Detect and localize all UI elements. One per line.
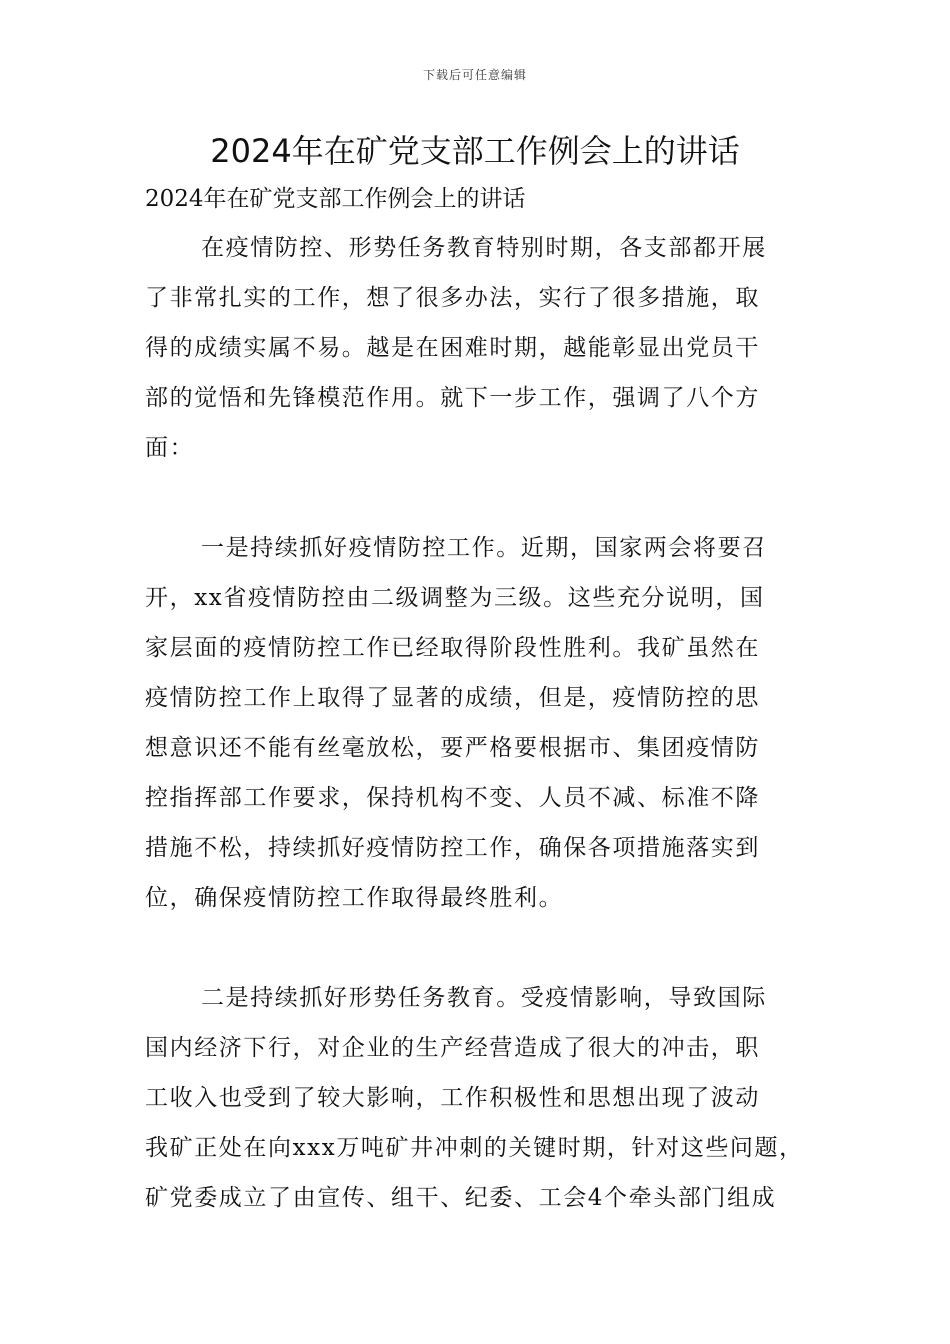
text-line: 国内经济下行，对企业的生产经营造成了很大的冲击，职 [145,1035,760,1061]
text-line: 工收入也受到了较大影响，工作积极性和思想出现了波动 [145,1085,760,1111]
paragraph-two [145,983,815,1233]
text-line: 想意识还不能有丝毫放松，要严格要根据市、集团疫情防 [145,735,760,761]
text-line: 措施不松，持续抓好疫情防控工作，确保各项措施落实到 [145,835,760,861]
text-line: 了非常扎实的工作，想了很多办法，实行了很多措施，取 [145,285,760,311]
document-subtitle: 2024年在矿党支部工作例会上的讲话 [145,186,526,212]
text-line: 得的成绩实属不易。越是在困难时期，越能彰显出党员干 [145,335,760,361]
document-title: 2024年在矿党支部工作例会上的讲话 [210,132,740,170]
text-line: 部的觉悟和先锋模范作用。就下一步工作，强调了八个方 [145,385,760,411]
text-line: 在疫情防控、形势任务教育特别时期，各支部都开展 [201,235,767,261]
header-note: 下载后可任意编辑 [422,68,527,82]
text-line: 矿党委成立了由宣传、组干、纪委、工会4个牵头部门组成 [145,1185,777,1211]
text-line: 一是持续抓好疫情防控工作。近期，国家两会将要召 [201,535,767,561]
paragraph-one [145,533,815,933]
text-line: 家层面的疫情防控工作已经取得阶段性胜利。我矿虽然在 [145,635,760,661]
text-line: 控指挥部工作要求，保持机构不变、人员不减、标准不降 [145,785,760,811]
text-line: 疫情防控工作上取得了显著的成绩，但是，疫情防控的思 [145,685,760,711]
text-line: 我矿正处在向xxx万吨矿井冲刺的关键时期，针对这些问题， [145,1135,804,1161]
text-line: 面： [145,435,195,461]
text-line: 二是持续抓好形势任务教育。受疫情影响，导致国际 [201,985,767,1011]
text-line: 位，确保疫情防控工作取得最终胜利。 [145,885,564,911]
paragraph-intro [145,233,815,483]
text-line: 开，xx省疫情防控由二级调整为三级。这些充分说明，国 [145,585,765,611]
